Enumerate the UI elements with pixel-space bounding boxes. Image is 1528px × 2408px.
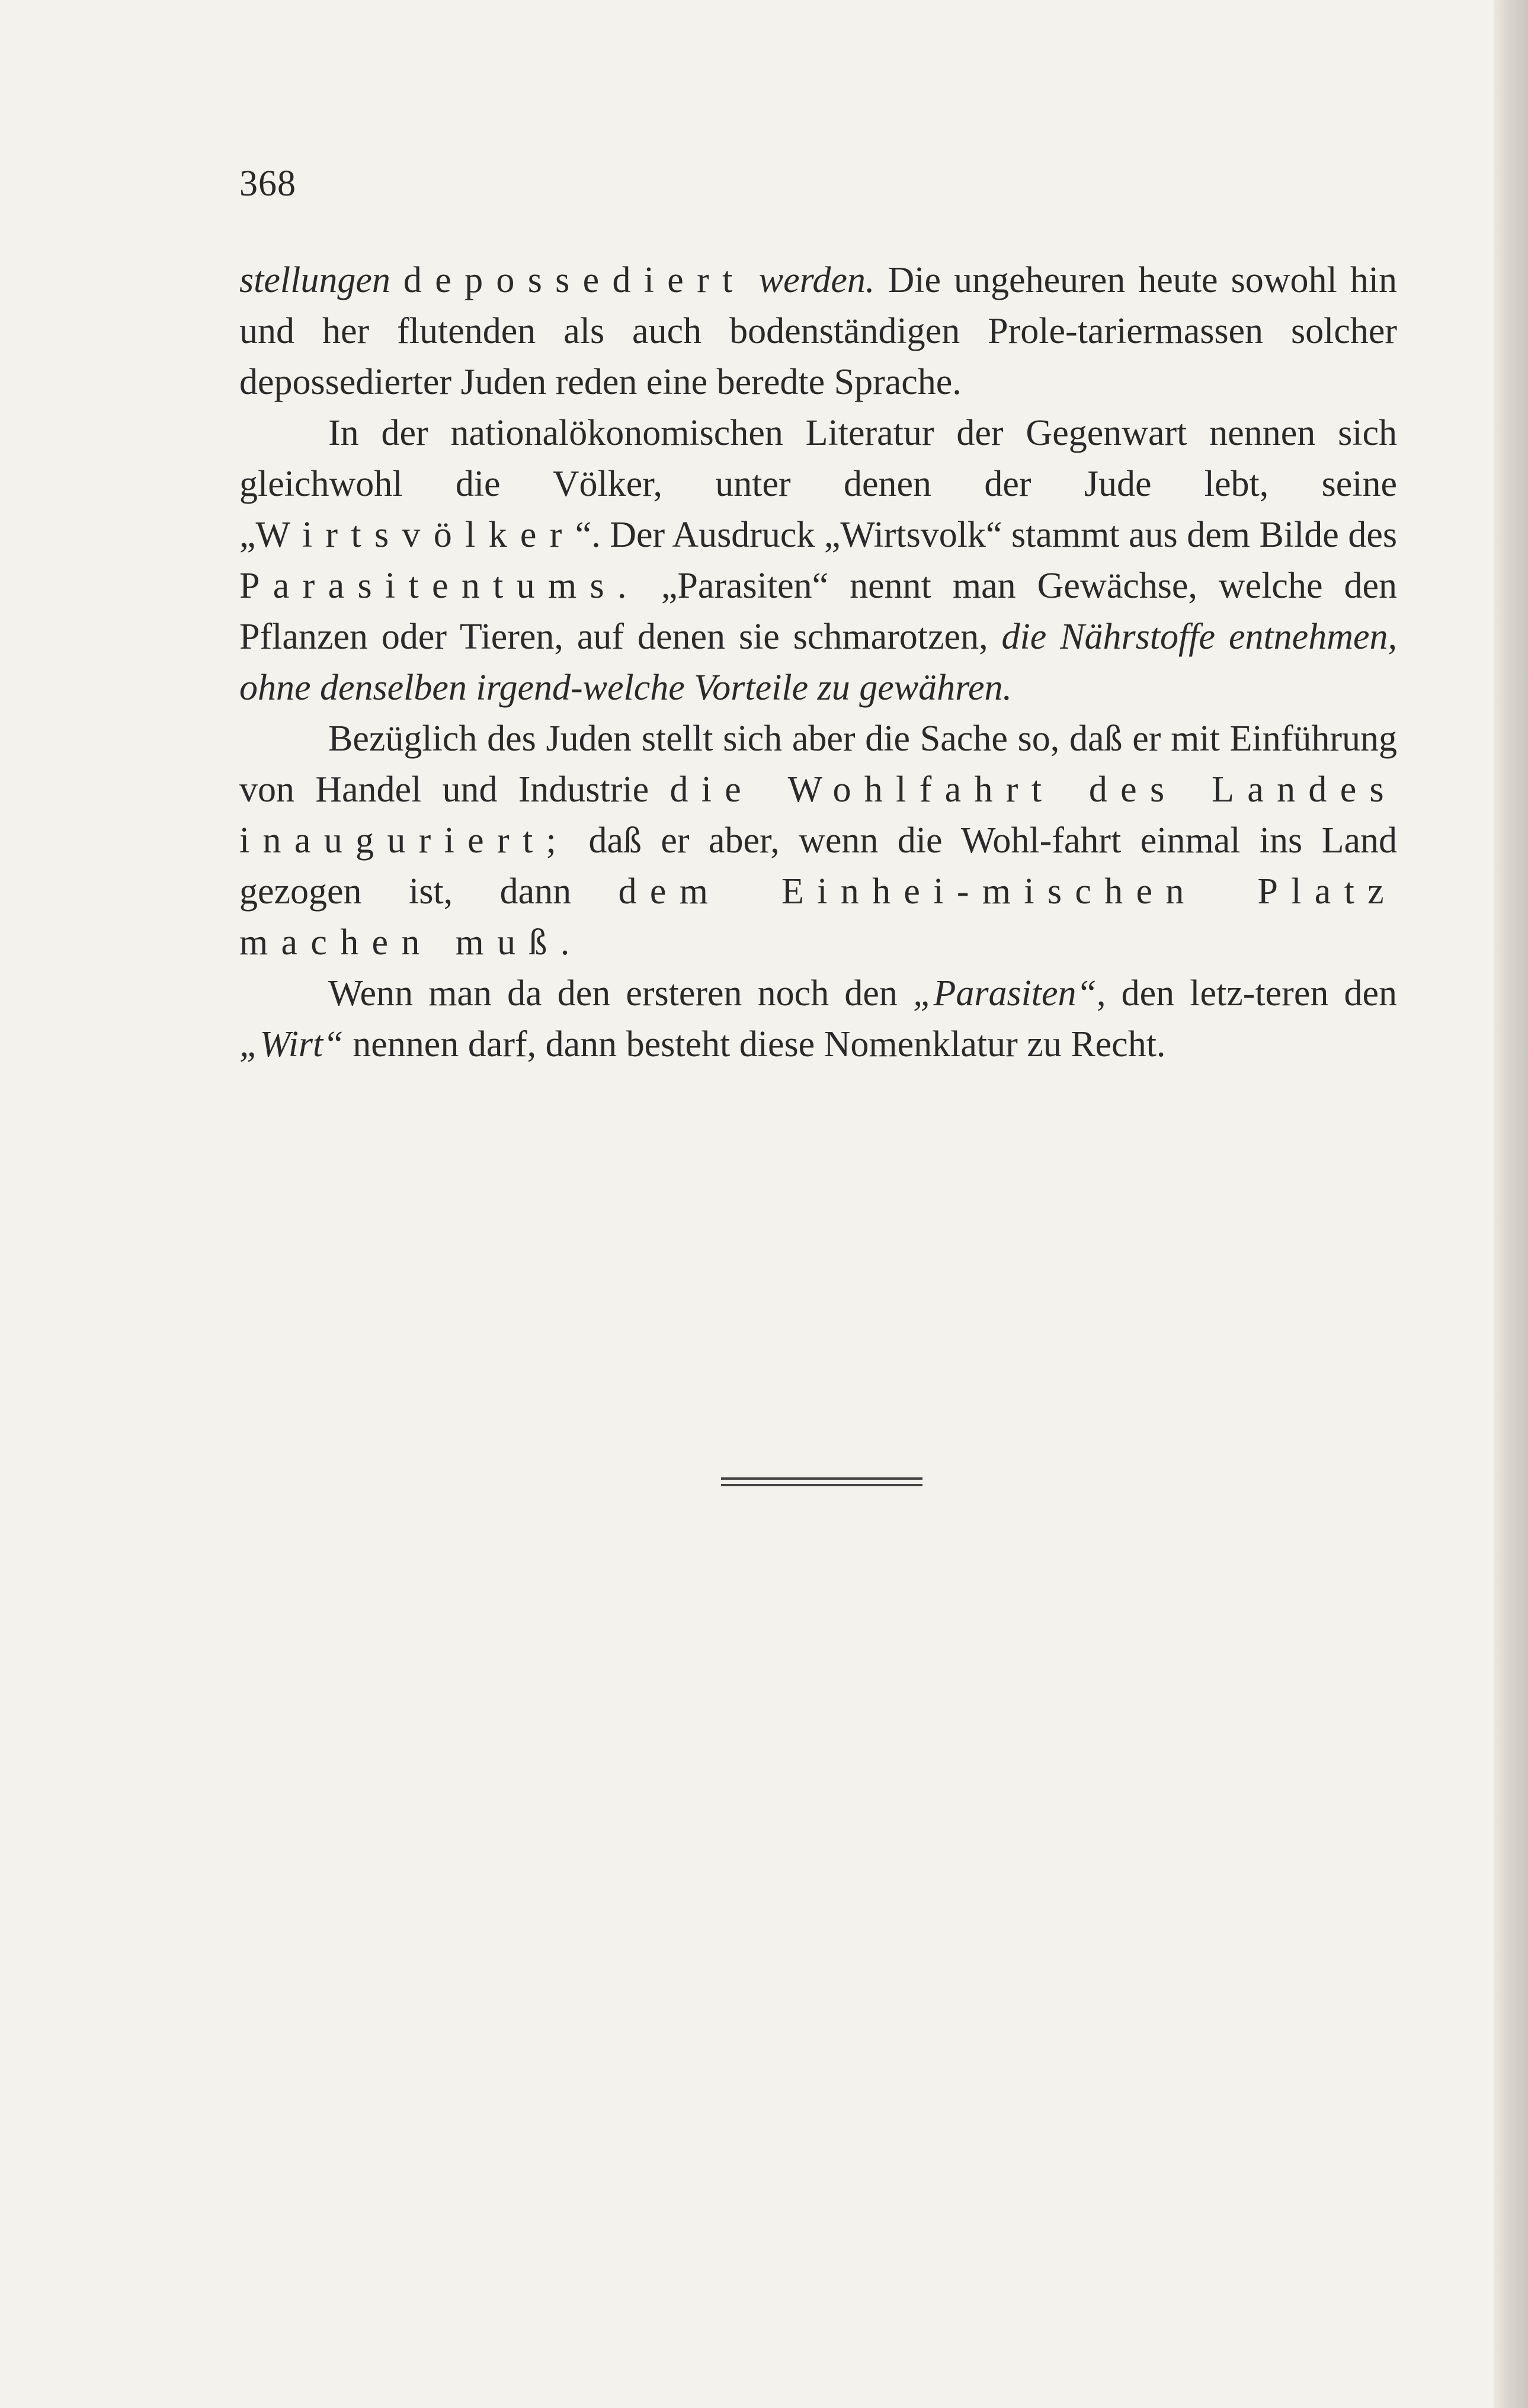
- paragraph-4: [239, 968, 1397, 1070]
- text-run: „Parasiten“ nennt man Gewächse, welche den Pflanzen oder Tieren, auf denen sie schmarotzen,: [239, 566, 1397, 657]
- paragraph-1: [239, 255, 1397, 408]
- text-run: “. Der Ausdruck „Wirtsvolk“ stammt aus dem Bilde des: [575, 515, 1397, 555]
- text-run: daß er aber, wenn die Wohl-fahrt einmal ins Land gezogen ist, dann: [239, 820, 1397, 912]
- text-run: Bezüglich des Juden stellt sich aber die Sache so, daß er mit Einführung von Handel und Industrie: [239, 719, 1397, 810]
- text-run: [746, 260, 759, 300]
- paragraph-2: [239, 408, 1397, 713]
- text-run: stellungen: [239, 260, 390, 300]
- text-run: In der nationalökonomischen Literatur der Gegenwart nennen sich gleichwohl die Völker, unter denen der Jude lebt, seine „: [239, 413, 1397, 555]
- text-run: , den letz-teren den: [1097, 973, 1397, 1014]
- italic-text-run: „Parasiten“: [912, 973, 1097, 1014]
- paragraph-3: [239, 713, 1397, 968]
- text-run: Die ungeheuren heute sowohl hin und her flutenden als auch bodenständigen Prole-tariermassen solcher depossedierter Juden reden eine beredte Sprache.: [239, 260, 1398, 402]
- spaced-text-run: dem Einhei-mischen Platz machen muß.: [239, 871, 1397, 963]
- page-number: 368: [239, 163, 296, 204]
- italic-text-run: die Nährstoffe entnehmen, ohne denselben irgend-welche Vorteile zu gewähren.: [239, 617, 1397, 708]
- body-text: [239, 255, 1397, 1070]
- text-run: werden.: [758, 260, 875, 300]
- spaced-text-run: Parasitentums.: [239, 566, 640, 606]
- spaced-text-run: Wirtsvölker: [255, 515, 575, 555]
- page-edge-shadow: [1494, 0, 1528, 2408]
- text-run: nennen darf, dann besteht diese Nomenklatur zu Recht.: [343, 1024, 1166, 1064]
- text-run: Wenn man da den ersteren noch den: [328, 973, 913, 1014]
- italic-text-run: „Wirt“: [239, 1024, 344, 1064]
- double-rule-top-line: [721, 1477, 922, 1480]
- text-run: [390, 260, 403, 300]
- double-rule-bottom-line: [721, 1484, 922, 1486]
- spaced-text-run: die Wohlfahrt des Landes inauguriert;: [239, 769, 1397, 861]
- spaced-text-run: depossediert: [403, 260, 746, 300]
